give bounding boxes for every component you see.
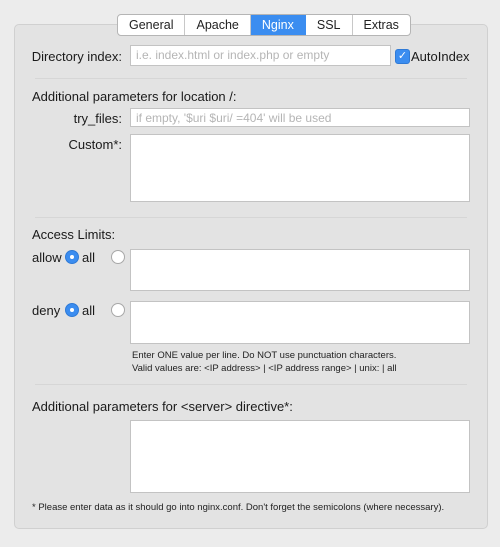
custom-location-textarea[interactable] [130, 134, 470, 202]
location-heading: Additional parameters for location /: [32, 89, 237, 104]
divider [35, 217, 467, 218]
deny-all-radio[interactable] [65, 303, 79, 317]
access-note-line1: Enter ONE value per line. Do NOT use punctuation characters. [132, 350, 397, 361]
autoindex-checkbox[interactable]: ✓ [395, 49, 410, 64]
tab-nginx[interactable]: Nginx [251, 15, 306, 35]
allow-all-label: all [82, 250, 96, 265]
allow-custom-radio[interactable] [111, 250, 125, 264]
allow-all-radio[interactable] [65, 250, 79, 264]
nginx-settings-panel [14, 24, 488, 529]
server-directive-textarea[interactable] [130, 420, 470, 493]
custom-label: Custom*: [68, 137, 122, 152]
divider [35, 78, 467, 79]
deny-textarea[interactable] [130, 301, 470, 344]
tab-bar [117, 14, 411, 36]
allow-label: allow [32, 250, 62, 265]
deny-all-label: all [82, 303, 96, 318]
directory-index-input[interactable]: i.e. index.html or index.php or empty [130, 45, 391, 66]
divider [35, 384, 467, 385]
autoindex-label: AutoIndex [411, 49, 470, 64]
tab-extras[interactable]: Extras [363, 18, 399, 32]
try-files-input[interactable]: if empty, '$uri $uri/ =404' will be used [130, 108, 470, 127]
directory-index-label: Directory index: [31, 49, 122, 64]
deny-custom-radio[interactable] [111, 303, 125, 317]
tab-apache[interactable]: Apache [185, 15, 250, 35]
deny-label: deny [32, 303, 61, 318]
footnote: * Please enter data as it should go into nginx.conf. Don't forget the semicolons (where necessary). [32, 502, 445, 513]
try-files-label: try_files: [73, 111, 122, 126]
tab-ssl[interactable]: SSL [306, 15, 353, 35]
tab-general[interactable]: General [118, 15, 185, 35]
server-directive-heading: Additional parameters for <server> directive*: [32, 399, 293, 414]
access-limits-heading: Access Limits: [32, 227, 116, 242]
access-note-line2: Valid values are: <IP address> | <IP address range> | unix: | all [132, 363, 397, 374]
allow-textarea[interactable] [130, 249, 470, 291]
